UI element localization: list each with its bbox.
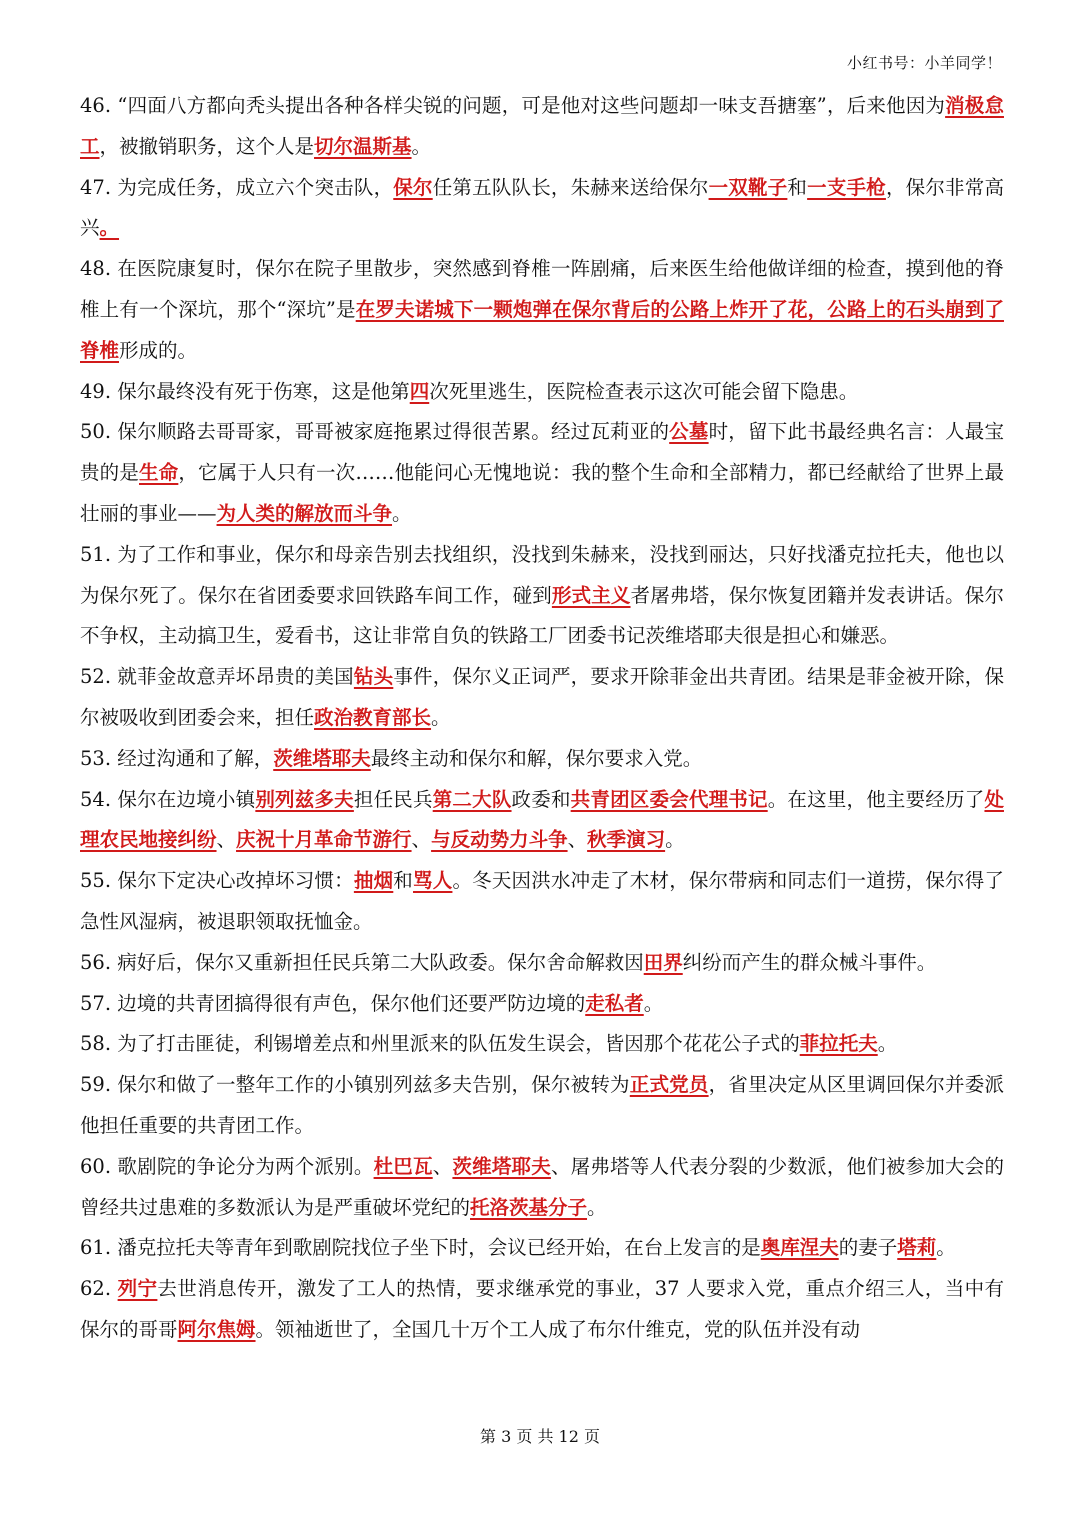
- question-text: 。领袖逝世了，全国几十万个工人成了布尔什维克，党的队伍并没有动: [255, 1317, 861, 1341]
- question-text: 49. 保尔最终没有死于伤寒，这是他第: [80, 379, 410, 403]
- answer-highlight: 正式党员: [629, 1073, 709, 1097]
- answer-highlight: 消极怠工: [80, 94, 1004, 158]
- question-text: 51. 为了工作和事业，保尔和母亲告别去找组织，没找到朱赫来，没找到丽达，只好找潘克拉托夫，他也以为保尔死了。保尔在省团委要求回铁路车间工作，碰到: [80, 542, 1004, 607]
- question-paragraph: [80, 943, 1004, 984]
- question-paragraph: [80, 1024, 1004, 1065]
- question-text: ，它属于人只有一次……他能问心无愧地说：我的整个生命和全部精力，都已经献给了世界上最壮丽的事业——: [80, 461, 1004, 525]
- answer-highlight: 别列兹多夫: [255, 787, 354, 811]
- answer-highlight: 形式主义: [551, 583, 631, 607]
- answer-highlight: 列宁: [117, 1277, 158, 1301]
- answer-highlight: 杜巴瓦: [373, 1154, 433, 1178]
- answer-highlight: 抽烟: [353, 869, 394, 893]
- question-text: ，被撤销职务，这个人是: [99, 134, 315, 158]
- question-text: 55. 保尔下定决心改掉坏习惯：: [80, 869, 354, 893]
- answer-highlight: 阿尔焦姆: [177, 1317, 256, 1341]
- answer-highlight: 与反动势力斗争: [431, 828, 568, 852]
- question-text: ，保尔非常高兴: [80, 175, 1004, 240]
- answer-highlight: 第二大队: [432, 787, 512, 811]
- question-text: 60. 歌剧院的争论分为两个派别。: [80, 1154, 374, 1178]
- question-text: 61. 潘克拉托夫等青年到歌剧院找位子坐下时，会议已经开始，在台上发言的是: [80, 1236, 761, 1260]
- answer-highlight: 切尔温斯基: [314, 134, 412, 158]
- question-text: 59. 保尔和做了一整年工作的小镇别列兹多夫告别，保尔被转为: [80, 1073, 630, 1097]
- question-text: 、: [432, 1154, 453, 1178]
- question-paragraph: [80, 412, 1004, 534]
- question-paragraph: [80, 168, 1004, 250]
- answer-highlight: 奥库涅夫: [760, 1236, 839, 1260]
- question-text: 、: [567, 828, 588, 852]
- question-text: 和: [393, 869, 414, 893]
- question-paragraph: [80, 1228, 1004, 1269]
- question-text: 58. 为了打击匪徒，利锡增差点和州里派来的队伍发生误会，皆因那个花花公子式的: [80, 1032, 800, 1056]
- question-paragraph: [80, 535, 1004, 657]
- question-text: 53. 经过沟通和了解，: [80, 746, 274, 770]
- answer-highlight: 田界: [643, 950, 683, 974]
- answer-highlight: 塔莉: [897, 1236, 937, 1260]
- answer-highlight: 四: [409, 379, 430, 403]
- answer-highlight: 处理农民地接纠纷: [80, 787, 1004, 852]
- question-paragraph: [80, 739, 1004, 780]
- question-text: 者屠弗塔，保尔恢复团籍并发表讲话。保尔不争权，主动搞卫生，爱看书，这让非常自负的铁路工厂团委书记茨维塔耶夫很是担心和嫌恶。: [80, 583, 1004, 648]
- question-paragraph: [80, 1269, 1004, 1351]
- page-header-note: 小红书号：小羊同学！: [846, 54, 1002, 72]
- answer-highlight: 钻头: [353, 665, 394, 689]
- question-text: 任第五队队长，朱赫来送给保尔: [432, 175, 709, 199]
- answer-highlight: 走私者: [585, 991, 644, 1015]
- answer-highlight: 为人类的解放而斗争: [216, 501, 393, 525]
- answer-highlight: 在罗夫诺城下一颗炮弹在保尔背后的公路上炸开了花，公路上的石头崩到了脊椎: [80, 297, 1004, 362]
- question-text: 62.: [80, 1277, 118, 1301]
- question-text: 。: [587, 1195, 607, 1219]
- question-text: 、: [216, 828, 237, 852]
- question-text: 。在这里，他主要经历了: [767, 787, 985, 811]
- question-text: 形成的。: [119, 338, 198, 362]
- question-text: 。: [411, 134, 432, 158]
- question-text: 次死里逃生，医院检查表示这次可能会留下隐患。: [429, 379, 859, 403]
- answer-highlight: 庆祝十月革命节游行: [236, 828, 412, 852]
- answer-highlight: 共青团区委会代理书记: [570, 787, 768, 811]
- answer-highlight: 菲拉托夫: [799, 1032, 878, 1056]
- question-text: 担任民兵: [353, 787, 433, 811]
- answer-highlight: 茨维塔耶夫: [273, 746, 371, 770]
- answer-highlight: 秋季演习: [587, 828, 666, 852]
- question-text: 去世消息传开，激发了工人的热情，要求继承党的事业，37 人要求入党，重点介绍三人，当中有保尔的哥哥: [80, 1277, 1004, 1341]
- question-text: 事件，保尔义正词严，要求开除菲金出共青团。结果是菲金被开除，保尔被吸收到团委会来，担任: [80, 665, 1004, 729]
- question-paragraph: [80, 1065, 1004, 1147]
- question-text: 。: [431, 705, 451, 729]
- question-text: 52. 就菲金故意弄坏昂贵的美国: [80, 665, 354, 689]
- question-text: 。冬天因洪水冲走了木材，保尔带病和同志们一道捞，保尔得了急性风湿病，被退职领取抚恤金。: [80, 869, 1004, 933]
- question-text: 57. 边境的共青团搞得很有声色，保尔他们还要严防边境的: [80, 991, 586, 1015]
- question-text: ，省里决定从区里调回保尔并委派他担任重要的共青团工作。: [80, 1073, 1004, 1137]
- answer-highlight: 公墓: [669, 420, 709, 444]
- answer-highlight: 骂人: [413, 869, 453, 893]
- answer-highlight: 政治教育部长: [314, 705, 432, 729]
- answer-highlight: 。: [99, 216, 120, 240]
- question-text: 和: [787, 175, 808, 199]
- question-text: 54. 保尔在边境小镇: [80, 787, 256, 811]
- question-text: 、屠弗塔等人代表分裂的少数派，他们被参加大会的曾经共过患难的多数派认为是严重破坏党纪的: [80, 1154, 1004, 1219]
- question-paragraph: [80, 657, 1004, 739]
- question-text: 。: [877, 1032, 898, 1056]
- question-text: 时，留下此书最经典名言：人最宝贵的是: [80, 420, 1004, 485]
- question-text: 。: [392, 501, 412, 525]
- question-text: 47. 为完成任务，成立六个突击队，: [80, 175, 394, 199]
- question-text: 56. 病好后，保尔又重新担任民兵第二大队政委。保尔舍命解救因: [80, 950, 644, 974]
- question-text: 。: [665, 828, 685, 852]
- question-list: [80, 86, 1004, 1351]
- question-paragraph: [80, 1147, 1004, 1229]
- question-paragraph: [80, 861, 1004, 943]
- answer-highlight: 一支手枪: [807, 175, 886, 199]
- question-text: 、: [411, 828, 432, 852]
- question-text: 。: [936, 1236, 956, 1260]
- question-paragraph: [80, 372, 1004, 413]
- answer-highlight: 生命: [139, 461, 179, 485]
- question-paragraph: [80, 249, 1004, 371]
- question-paragraph: [80, 984, 1004, 1025]
- question-text: 50. 保尔顺路去哥哥家，哥哥被家庭拖累过得很苦累。经过瓦莉亚的: [80, 420, 670, 444]
- answer-highlight: 茨维塔耶夫: [452, 1154, 551, 1178]
- answer-highlight: 保尔: [393, 175, 433, 199]
- question-text: 最终主动和保尔和解，保尔要求入党。: [370, 746, 703, 770]
- question-text: 纠纷而产生的群众械斗事件。: [682, 950, 937, 974]
- question-text: 46. “四面八方都向秃头提出各种各样尖锐的问题，可是他对这些问题却一味支吾搪塞”，后来他因为: [80, 94, 946, 117]
- question-text: 的妻子: [838, 1236, 898, 1260]
- answer-highlight: 托洛茨基分子: [470, 1195, 588, 1219]
- page-number: 第 3 页 共 12 页: [480, 1427, 600, 1446]
- answer-highlight: 一双靴子: [708, 175, 788, 199]
- question-text: 48. 在医院康复时，保尔在院子里散步，突然感到脊椎一阵剧痛，后来医生给他做详细的检查，摸到他的脊椎上有一个深坑，那个“深坑”是: [80, 257, 1004, 321]
- question-text: 政委和: [511, 787, 571, 811]
- question-paragraph: [80, 780, 1004, 862]
- question-text: 。: [643, 991, 664, 1015]
- question-paragraph: [80, 86, 1004, 168]
